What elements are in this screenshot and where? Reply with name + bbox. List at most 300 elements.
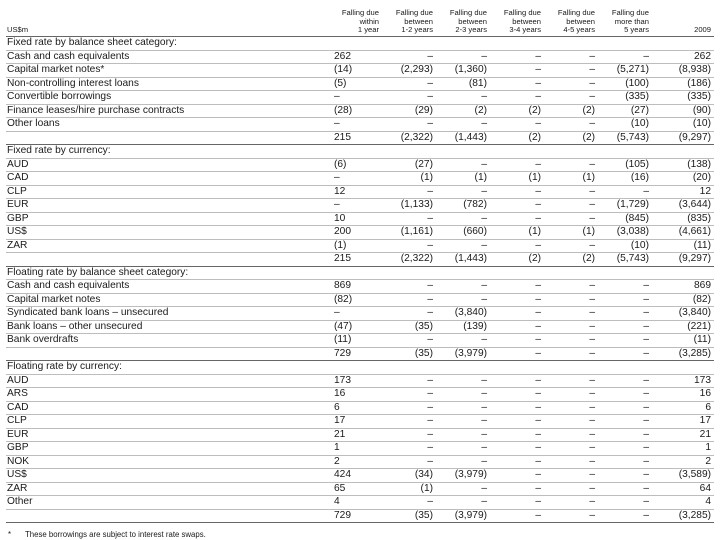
value-cell: 424 bbox=[328, 469, 382, 483]
value-cell: – bbox=[436, 401, 490, 415]
value-cell: 262 bbox=[652, 50, 714, 64]
value-cell: – bbox=[544, 496, 598, 510]
value-cell: – bbox=[490, 91, 544, 105]
value-cell: – bbox=[598, 293, 652, 307]
row-label: Bank loans – other unsecured bbox=[6, 320, 328, 334]
value-cell: – bbox=[490, 212, 544, 226]
value-cell: 4 bbox=[652, 496, 714, 510]
row-label: Capital market notes* bbox=[6, 64, 328, 78]
value-cell: (11) bbox=[652, 239, 714, 253]
value-cell: – bbox=[490, 118, 544, 132]
col-header-total-2009: 2009 bbox=[652, 4, 714, 37]
value-cell: – bbox=[544, 442, 598, 456]
value-cell: – bbox=[544, 347, 598, 361]
empty-cell bbox=[436, 361, 490, 375]
value-cell: – bbox=[436, 91, 490, 105]
value-cell: 16 bbox=[652, 388, 714, 402]
value-cell: – bbox=[598, 334, 652, 348]
table-row bbox=[6, 374, 714, 388]
table-row bbox=[6, 118, 714, 132]
value-cell: (10) bbox=[652, 118, 714, 132]
value-cell: 1 bbox=[328, 442, 382, 456]
table-row bbox=[6, 50, 714, 64]
value-cell: – bbox=[490, 334, 544, 348]
value-cell: (1,443) bbox=[436, 131, 490, 145]
value-cell: 6 bbox=[652, 401, 714, 415]
value-cell: – bbox=[436, 50, 490, 64]
row-label bbox=[6, 253, 328, 267]
value-cell: (1) bbox=[382, 482, 436, 496]
value-cell: – bbox=[490, 482, 544, 496]
value-cell: 173 bbox=[328, 374, 382, 388]
empty-cell bbox=[652, 37, 714, 51]
value-cell: (1) bbox=[436, 172, 490, 186]
value-cell: – bbox=[436, 415, 490, 429]
value-cell: 12 bbox=[652, 185, 714, 199]
table-row bbox=[6, 199, 714, 213]
value-cell: 729 bbox=[328, 347, 382, 361]
value-cell: – bbox=[436, 158, 490, 172]
value-cell: – bbox=[382, 77, 436, 91]
value-cell: – bbox=[544, 199, 598, 213]
value-cell: (2) bbox=[490, 253, 544, 267]
value-cell: (3,589) bbox=[652, 469, 714, 483]
value-cell: – bbox=[490, 280, 544, 294]
value-cell: – bbox=[598, 469, 652, 483]
row-label: Other bbox=[6, 496, 328, 510]
value-cell: – bbox=[544, 158, 598, 172]
value-cell: 64 bbox=[652, 482, 714, 496]
value-cell: (3,285) bbox=[652, 509, 714, 523]
value-cell: – bbox=[382, 118, 436, 132]
value-cell: (29) bbox=[382, 104, 436, 118]
value-cell: (20) bbox=[652, 172, 714, 186]
value-cell: (81) bbox=[436, 77, 490, 91]
value-cell: – bbox=[544, 77, 598, 91]
row-label: CLP bbox=[6, 185, 328, 199]
value-cell: – bbox=[490, 199, 544, 213]
value-cell: (35) bbox=[382, 320, 436, 334]
value-cell: – bbox=[544, 118, 598, 132]
value-cell: (11) bbox=[328, 334, 382, 348]
value-cell: – bbox=[544, 280, 598, 294]
empty-cell bbox=[544, 266, 598, 280]
value-cell: – bbox=[544, 185, 598, 199]
value-cell: (1) bbox=[328, 239, 382, 253]
value-cell: (100) bbox=[598, 77, 652, 91]
row-label: NOK bbox=[6, 455, 328, 469]
section-title: Fixed rate by currency: bbox=[6, 145, 328, 159]
value-cell: – bbox=[544, 239, 598, 253]
table-row bbox=[6, 320, 714, 334]
value-cell: – bbox=[544, 50, 598, 64]
value-cell: 729 bbox=[328, 509, 382, 523]
value-cell: – bbox=[490, 185, 544, 199]
value-cell: – bbox=[598, 347, 652, 361]
row-label: US$ bbox=[6, 469, 328, 483]
value-cell: – bbox=[436, 212, 490, 226]
empty-cell bbox=[328, 266, 382, 280]
value-cell: – bbox=[382, 442, 436, 456]
value-cell: (845) bbox=[598, 212, 652, 226]
value-cell: (335) bbox=[652, 91, 714, 105]
value-cell: – bbox=[544, 509, 598, 523]
empty-cell bbox=[328, 37, 382, 51]
interest-rate-borrowings-table bbox=[6, 4, 714, 523]
value-cell: – bbox=[328, 118, 382, 132]
table-header-row bbox=[6, 4, 714, 37]
table-row bbox=[6, 482, 714, 496]
table-row bbox=[6, 226, 714, 240]
empty-cell bbox=[544, 145, 598, 159]
value-cell: – bbox=[436, 334, 490, 348]
value-cell: (1,360) bbox=[436, 64, 490, 78]
value-cell: – bbox=[598, 320, 652, 334]
value-cell: (105) bbox=[598, 158, 652, 172]
value-cell: – bbox=[598, 455, 652, 469]
value-cell: (27) bbox=[598, 104, 652, 118]
row-label: Cash and cash equivalents bbox=[6, 280, 328, 294]
value-cell: – bbox=[598, 509, 652, 523]
table-row bbox=[6, 442, 714, 456]
value-cell: – bbox=[598, 280, 652, 294]
value-cell: – bbox=[436, 455, 490, 469]
value-cell: (3,840) bbox=[436, 307, 490, 321]
section-header-row bbox=[6, 145, 714, 159]
value-cell: – bbox=[490, 388, 544, 402]
value-cell: (10) bbox=[598, 239, 652, 253]
value-cell: (2) bbox=[544, 104, 598, 118]
value-cell: (3,285) bbox=[652, 347, 714, 361]
value-cell: 4 bbox=[328, 496, 382, 510]
row-label: EUR bbox=[6, 428, 328, 442]
value-cell: – bbox=[382, 280, 436, 294]
value-cell: – bbox=[490, 320, 544, 334]
table-row bbox=[6, 496, 714, 510]
value-cell: (9,297) bbox=[652, 253, 714, 267]
borrowings-table-container bbox=[6, 4, 714, 539]
value-cell: (1) bbox=[382, 172, 436, 186]
value-cell: – bbox=[490, 307, 544, 321]
table-row bbox=[6, 185, 714, 199]
table-row bbox=[6, 239, 714, 253]
value-cell: – bbox=[544, 469, 598, 483]
table-row bbox=[6, 212, 714, 226]
value-cell: – bbox=[382, 91, 436, 105]
value-cell: – bbox=[436, 239, 490, 253]
value-cell: – bbox=[382, 374, 436, 388]
value-cell: 16 bbox=[328, 388, 382, 402]
value-cell: – bbox=[490, 239, 544, 253]
value-cell: (6) bbox=[328, 158, 382, 172]
col-header-2-3-years: Falling due between 2-3 years bbox=[436, 4, 490, 37]
table-row bbox=[6, 334, 714, 348]
row-label: Convertible borrowings bbox=[6, 91, 328, 105]
value-cell: – bbox=[490, 293, 544, 307]
empty-cell bbox=[652, 266, 714, 280]
value-cell: 6 bbox=[328, 401, 382, 415]
row-label: US$ bbox=[6, 226, 328, 240]
value-cell: – bbox=[382, 50, 436, 64]
value-cell: – bbox=[436, 374, 490, 388]
value-cell: (1) bbox=[490, 226, 544, 240]
value-cell: 869 bbox=[652, 280, 714, 294]
table-row bbox=[6, 64, 714, 78]
value-cell: – bbox=[382, 293, 436, 307]
value-cell: (4,661) bbox=[652, 226, 714, 240]
value-cell: (8,938) bbox=[652, 64, 714, 78]
row-label: GBP bbox=[6, 212, 328, 226]
table-row bbox=[6, 77, 714, 91]
empty-cell bbox=[382, 266, 436, 280]
value-cell: – bbox=[598, 415, 652, 429]
table-row bbox=[6, 293, 714, 307]
value-cell: 215 bbox=[328, 253, 382, 267]
value-cell: (5,743) bbox=[598, 253, 652, 267]
value-cell: – bbox=[436, 496, 490, 510]
row-label: Cash and cash equivalents bbox=[6, 50, 328, 64]
value-cell: – bbox=[490, 455, 544, 469]
row-label: ARS bbox=[6, 388, 328, 402]
value-cell: 10 bbox=[328, 212, 382, 226]
row-label bbox=[6, 347, 328, 361]
value-cell: – bbox=[598, 374, 652, 388]
empty-cell bbox=[490, 37, 544, 51]
value-cell: 1 bbox=[652, 442, 714, 456]
row-label: CAD bbox=[6, 172, 328, 186]
empty-cell bbox=[436, 266, 490, 280]
empty-cell bbox=[598, 37, 652, 51]
value-cell: (3,644) bbox=[652, 199, 714, 213]
table-row bbox=[6, 307, 714, 321]
value-cell: – bbox=[490, 469, 544, 483]
value-cell: (2) bbox=[490, 131, 544, 145]
value-cell: – bbox=[490, 401, 544, 415]
value-cell: – bbox=[598, 428, 652, 442]
value-cell: (186) bbox=[652, 77, 714, 91]
empty-cell bbox=[490, 266, 544, 280]
value-cell: – bbox=[382, 334, 436, 348]
value-cell: (27) bbox=[382, 158, 436, 172]
subtotal-row bbox=[6, 253, 714, 267]
value-cell: – bbox=[544, 64, 598, 78]
value-cell: 21 bbox=[328, 428, 382, 442]
value-cell: (1,443) bbox=[436, 253, 490, 267]
empty-cell bbox=[652, 361, 714, 375]
section-header-row bbox=[6, 37, 714, 51]
empty-cell bbox=[598, 361, 652, 375]
value-cell: (90) bbox=[652, 104, 714, 118]
value-cell: (35) bbox=[382, 347, 436, 361]
empty-cell bbox=[544, 361, 598, 375]
footnote-marker: * bbox=[8, 530, 12, 539]
value-cell: – bbox=[382, 239, 436, 253]
value-cell: – bbox=[544, 415, 598, 429]
table-row bbox=[6, 469, 714, 483]
value-cell: – bbox=[436, 185, 490, 199]
value-cell: – bbox=[490, 415, 544, 429]
value-cell: (2,322) bbox=[382, 131, 436, 145]
value-cell: – bbox=[490, 158, 544, 172]
col-header-within-1-year: Falling due within 1 year bbox=[328, 4, 382, 37]
value-cell: – bbox=[382, 185, 436, 199]
value-cell: (82) bbox=[328, 293, 382, 307]
value-cell: (2,293) bbox=[382, 64, 436, 78]
value-cell: – bbox=[598, 401, 652, 415]
row-label: Finance leases/hire purchase contracts bbox=[6, 104, 328, 118]
empty-cell bbox=[598, 266, 652, 280]
value-cell: (16) bbox=[598, 172, 652, 186]
row-label: Syndicated bank loans – unsecured bbox=[6, 307, 328, 321]
value-cell: 12 bbox=[328, 185, 382, 199]
value-cell: – bbox=[436, 118, 490, 132]
value-cell: – bbox=[436, 428, 490, 442]
section-header-row bbox=[6, 266, 714, 280]
value-cell: (9,297) bbox=[652, 131, 714, 145]
value-cell: (11) bbox=[652, 334, 714, 348]
value-cell: 2 bbox=[652, 455, 714, 469]
value-cell: – bbox=[544, 455, 598, 469]
footnote-text: These borrowings are subject to interest rate swaps. bbox=[25, 530, 206, 539]
value-cell: – bbox=[328, 199, 382, 213]
row-label: GBP bbox=[6, 442, 328, 456]
value-cell: (835) bbox=[652, 212, 714, 226]
value-cell: (1) bbox=[544, 226, 598, 240]
row-label: AUD bbox=[6, 158, 328, 172]
value-cell: – bbox=[328, 91, 382, 105]
value-cell: (34) bbox=[382, 469, 436, 483]
value-cell: – bbox=[382, 455, 436, 469]
value-cell: – bbox=[544, 91, 598, 105]
value-cell: – bbox=[436, 442, 490, 456]
value-cell: (3,979) bbox=[436, 469, 490, 483]
value-cell: (1) bbox=[490, 172, 544, 186]
value-cell: – bbox=[436, 482, 490, 496]
value-cell: (221) bbox=[652, 320, 714, 334]
table-row bbox=[6, 428, 714, 442]
value-cell: 262 bbox=[328, 50, 382, 64]
value-cell: – bbox=[544, 320, 598, 334]
value-cell: (2) bbox=[544, 253, 598, 267]
value-cell: (82) bbox=[652, 293, 714, 307]
row-label: Other loans bbox=[6, 118, 328, 132]
value-cell: – bbox=[382, 428, 436, 442]
value-cell: – bbox=[328, 172, 382, 186]
col-header-4-5-years: Falling due between 4-5 years bbox=[544, 4, 598, 37]
value-cell: – bbox=[598, 442, 652, 456]
empty-cell bbox=[382, 145, 436, 159]
row-label: CAD bbox=[6, 401, 328, 415]
value-cell: 65 bbox=[328, 482, 382, 496]
value-cell: (139) bbox=[436, 320, 490, 334]
value-cell: (2,322) bbox=[382, 253, 436, 267]
row-label: AUD bbox=[6, 374, 328, 388]
value-cell: (10) bbox=[598, 118, 652, 132]
value-cell: (1,729) bbox=[598, 199, 652, 213]
value-cell: – bbox=[490, 77, 544, 91]
value-cell: – bbox=[382, 388, 436, 402]
value-cell: (1,161) bbox=[382, 226, 436, 240]
value-cell: (2) bbox=[490, 104, 544, 118]
value-cell: – bbox=[490, 509, 544, 523]
table-row bbox=[6, 172, 714, 186]
value-cell: (1) bbox=[544, 172, 598, 186]
table-row bbox=[6, 401, 714, 415]
row-label bbox=[6, 131, 328, 145]
value-cell: – bbox=[598, 496, 652, 510]
row-label: ZAR bbox=[6, 482, 328, 496]
row-label: Non-controlling interest loans bbox=[6, 77, 328, 91]
value-cell: – bbox=[436, 293, 490, 307]
value-cell: 2 bbox=[328, 455, 382, 469]
value-cell: (35) bbox=[382, 509, 436, 523]
subtotal-row bbox=[6, 509, 714, 523]
empty-cell bbox=[382, 37, 436, 51]
value-cell: – bbox=[544, 212, 598, 226]
value-cell: – bbox=[490, 442, 544, 456]
row-label: Capital market notes bbox=[6, 293, 328, 307]
value-cell: 173 bbox=[652, 374, 714, 388]
value-cell: – bbox=[490, 374, 544, 388]
value-cell: 869 bbox=[328, 280, 382, 294]
table-row bbox=[6, 104, 714, 118]
table-row bbox=[6, 415, 714, 429]
table-row bbox=[6, 91, 714, 105]
table-body bbox=[6, 37, 714, 523]
value-cell: – bbox=[544, 334, 598, 348]
value-cell: 21 bbox=[652, 428, 714, 442]
row-label: Bank overdrafts bbox=[6, 334, 328, 348]
value-cell: (782) bbox=[436, 199, 490, 213]
value-cell: (2) bbox=[436, 104, 490, 118]
value-cell: – bbox=[490, 428, 544, 442]
value-cell: – bbox=[328, 307, 382, 321]
section-title: Floating rate by currency: bbox=[6, 361, 328, 375]
value-cell: – bbox=[544, 428, 598, 442]
footnote bbox=[6, 530, 714, 539]
value-cell: – bbox=[382, 415, 436, 429]
value-cell: (47) bbox=[328, 320, 382, 334]
col-header-3-4-years: Falling due between 3-4 years bbox=[490, 4, 544, 37]
value-cell: – bbox=[598, 307, 652, 321]
value-cell: – bbox=[544, 374, 598, 388]
empty-cell bbox=[382, 361, 436, 375]
value-cell: (5) bbox=[328, 77, 382, 91]
units-label: US$m bbox=[6, 4, 328, 37]
value-cell: (660) bbox=[436, 226, 490, 240]
value-cell: – bbox=[598, 482, 652, 496]
empty-cell bbox=[328, 145, 382, 159]
value-cell: – bbox=[490, 50, 544, 64]
value-cell: 17 bbox=[652, 415, 714, 429]
value-cell: – bbox=[382, 496, 436, 510]
value-cell: (335) bbox=[598, 91, 652, 105]
value-cell: – bbox=[490, 347, 544, 361]
empty-cell bbox=[490, 361, 544, 375]
col-header-1-2-years: Falling due between 1-2 years bbox=[382, 4, 436, 37]
value-cell: – bbox=[598, 388, 652, 402]
empty-cell bbox=[544, 37, 598, 51]
table-row bbox=[6, 388, 714, 402]
value-cell: 215 bbox=[328, 131, 382, 145]
value-cell: – bbox=[382, 307, 436, 321]
section-title: Floating rate by balance sheet category: bbox=[6, 266, 328, 280]
row-label: ZAR bbox=[6, 239, 328, 253]
value-cell: (3,979) bbox=[436, 347, 490, 361]
value-cell: (1,133) bbox=[382, 199, 436, 213]
value-cell: – bbox=[544, 388, 598, 402]
value-cell: 200 bbox=[328, 226, 382, 240]
